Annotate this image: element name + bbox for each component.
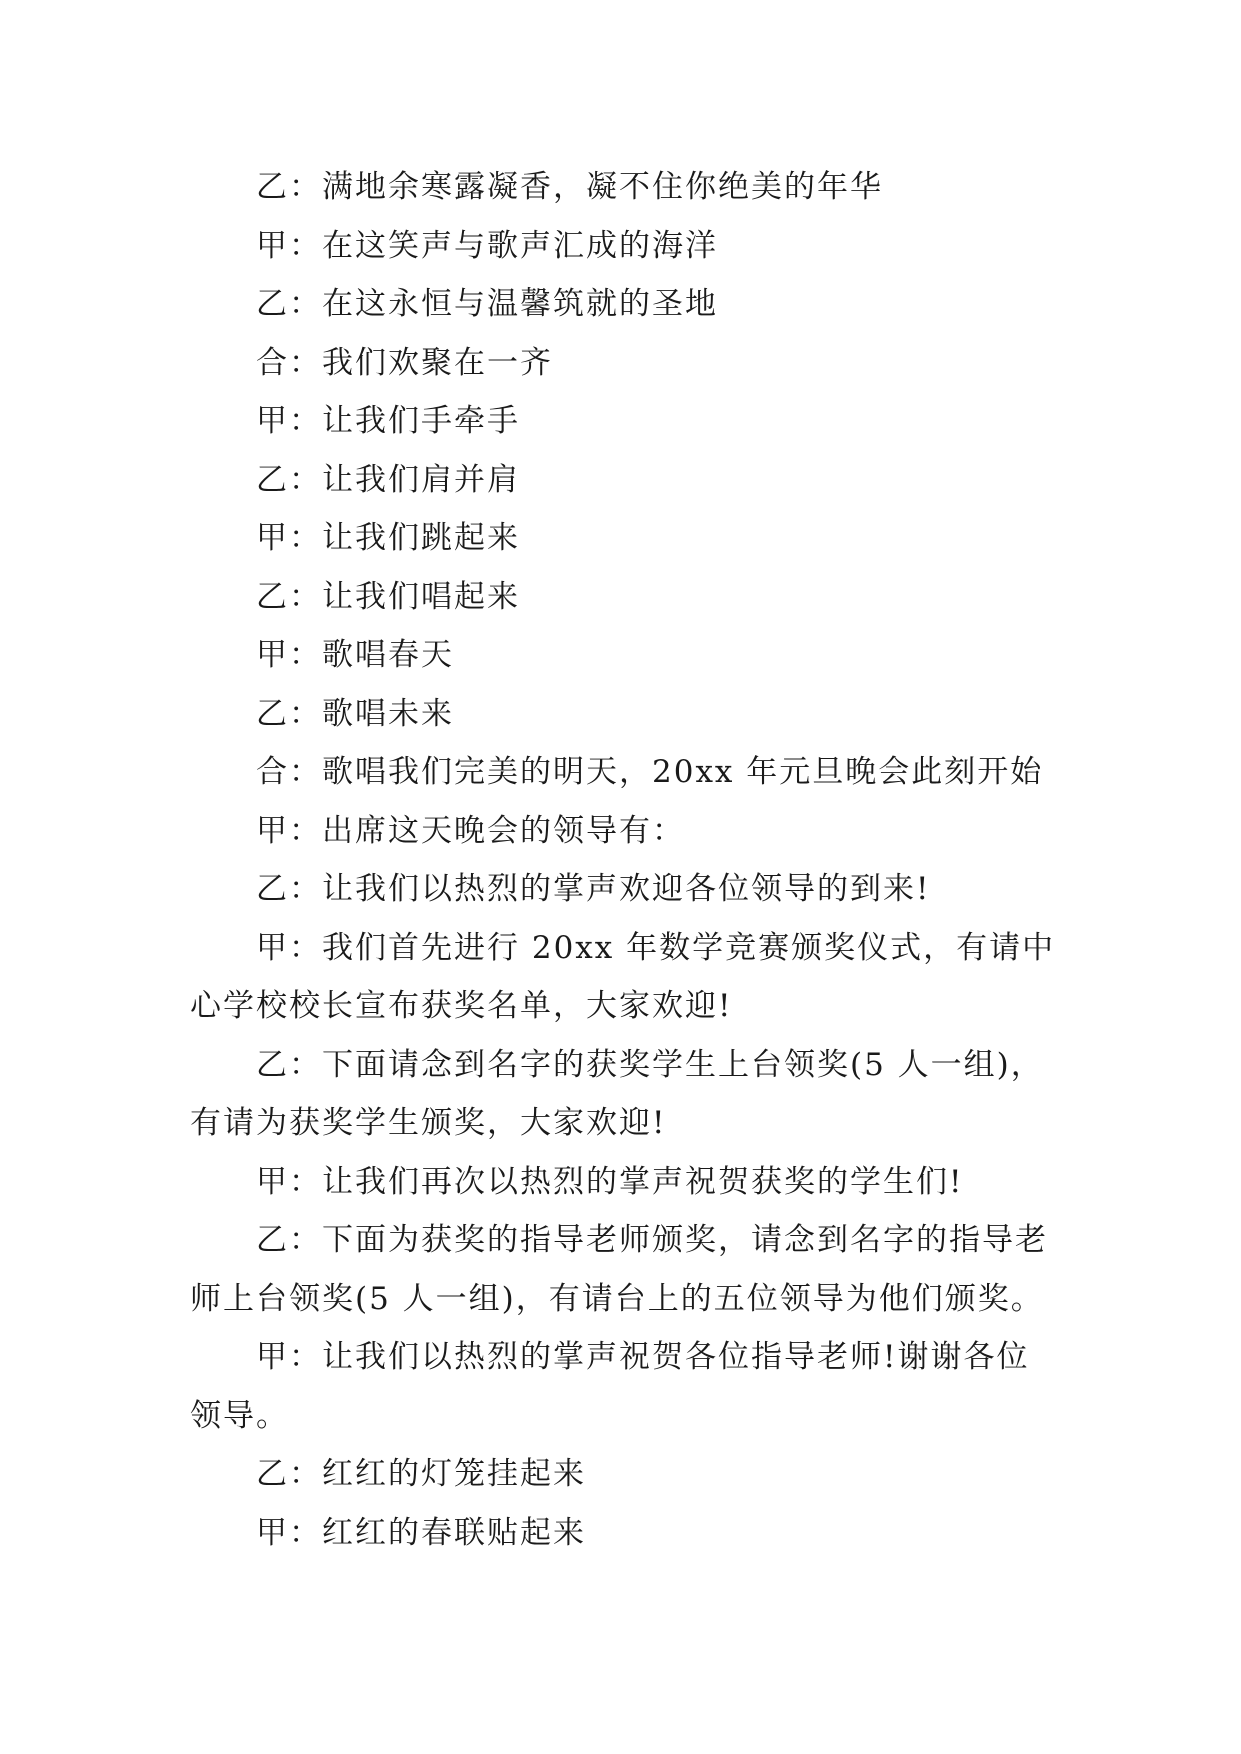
- dialogue-line: 乙：让我们唱起来: [256, 578, 520, 615]
- dialogue-line: 乙：下面请念到名字的获奖学生上台领奖(5 人一组)，有请为获奖学生颁奖，大家欢迎!: [190, 1046, 1044, 1141]
- dialogue-line: 乙：在这永恒与温馨筑就的圣地: [256, 286, 718, 322]
- dialogue-line: 乙：歌唱未来: [256, 695, 454, 732]
- dialogue-line: 乙：下面为获奖的指导老师颁奖，请念到名字的指导老师上台领奖(5 人一组)，有请台上的五位领导为他们颁奖。: [190, 1222, 1048, 1317]
- dialogue-line: 甲：红红的春联贴起来: [256, 1514, 586, 1551]
- dialogue-line: 甲：让我们以热烈的掌声祝贺各位指导老师!谢谢各位领导。: [190, 1339, 1030, 1434]
- dialogue-line: 甲：让我们跳起来: [256, 520, 520, 556]
- dialogue-line: 甲：出席这天晚会的领导有：: [256, 812, 685, 849]
- dialogue-line: 乙：满地余寒露凝香，凝不住你绝美的年华: [256, 169, 883, 205]
- dialogue-line: 合：我们欢聚在一齐: [256, 344, 553, 381]
- dialogue-line: 甲：在这笑声与歌声汇成的海洋: [256, 227, 718, 264]
- dialogue-line: 乙：让我们以热烈的掌声欢迎各位领导的到来!: [256, 871, 931, 907]
- dialogue-line: 合：歌唱我们完美的明天，20xx 年元旦晚会此刻开始: [256, 754, 1044, 790]
- dialogue-line: 乙：红红的灯笼挂起来: [256, 1456, 586, 1492]
- dialogue-line: 甲：歌唱春天: [256, 637, 454, 673]
- dialogue-line: 甲：让我们手牵手: [256, 403, 520, 439]
- document-body: [190, 158, 1056, 1562]
- dialogue-line: 甲：我们首先进行 20xx 年数学竞赛颁奖仪式，有请中心学校校长宣布获奖名单，大家欢迎!: [190, 929, 1056, 1024]
- dialogue-line: 乙：让我们肩并肩: [256, 461, 520, 498]
- dialogue-line: 甲：让我们再次以热烈的掌声祝贺获奖的学生们!: [256, 1163, 964, 1200]
